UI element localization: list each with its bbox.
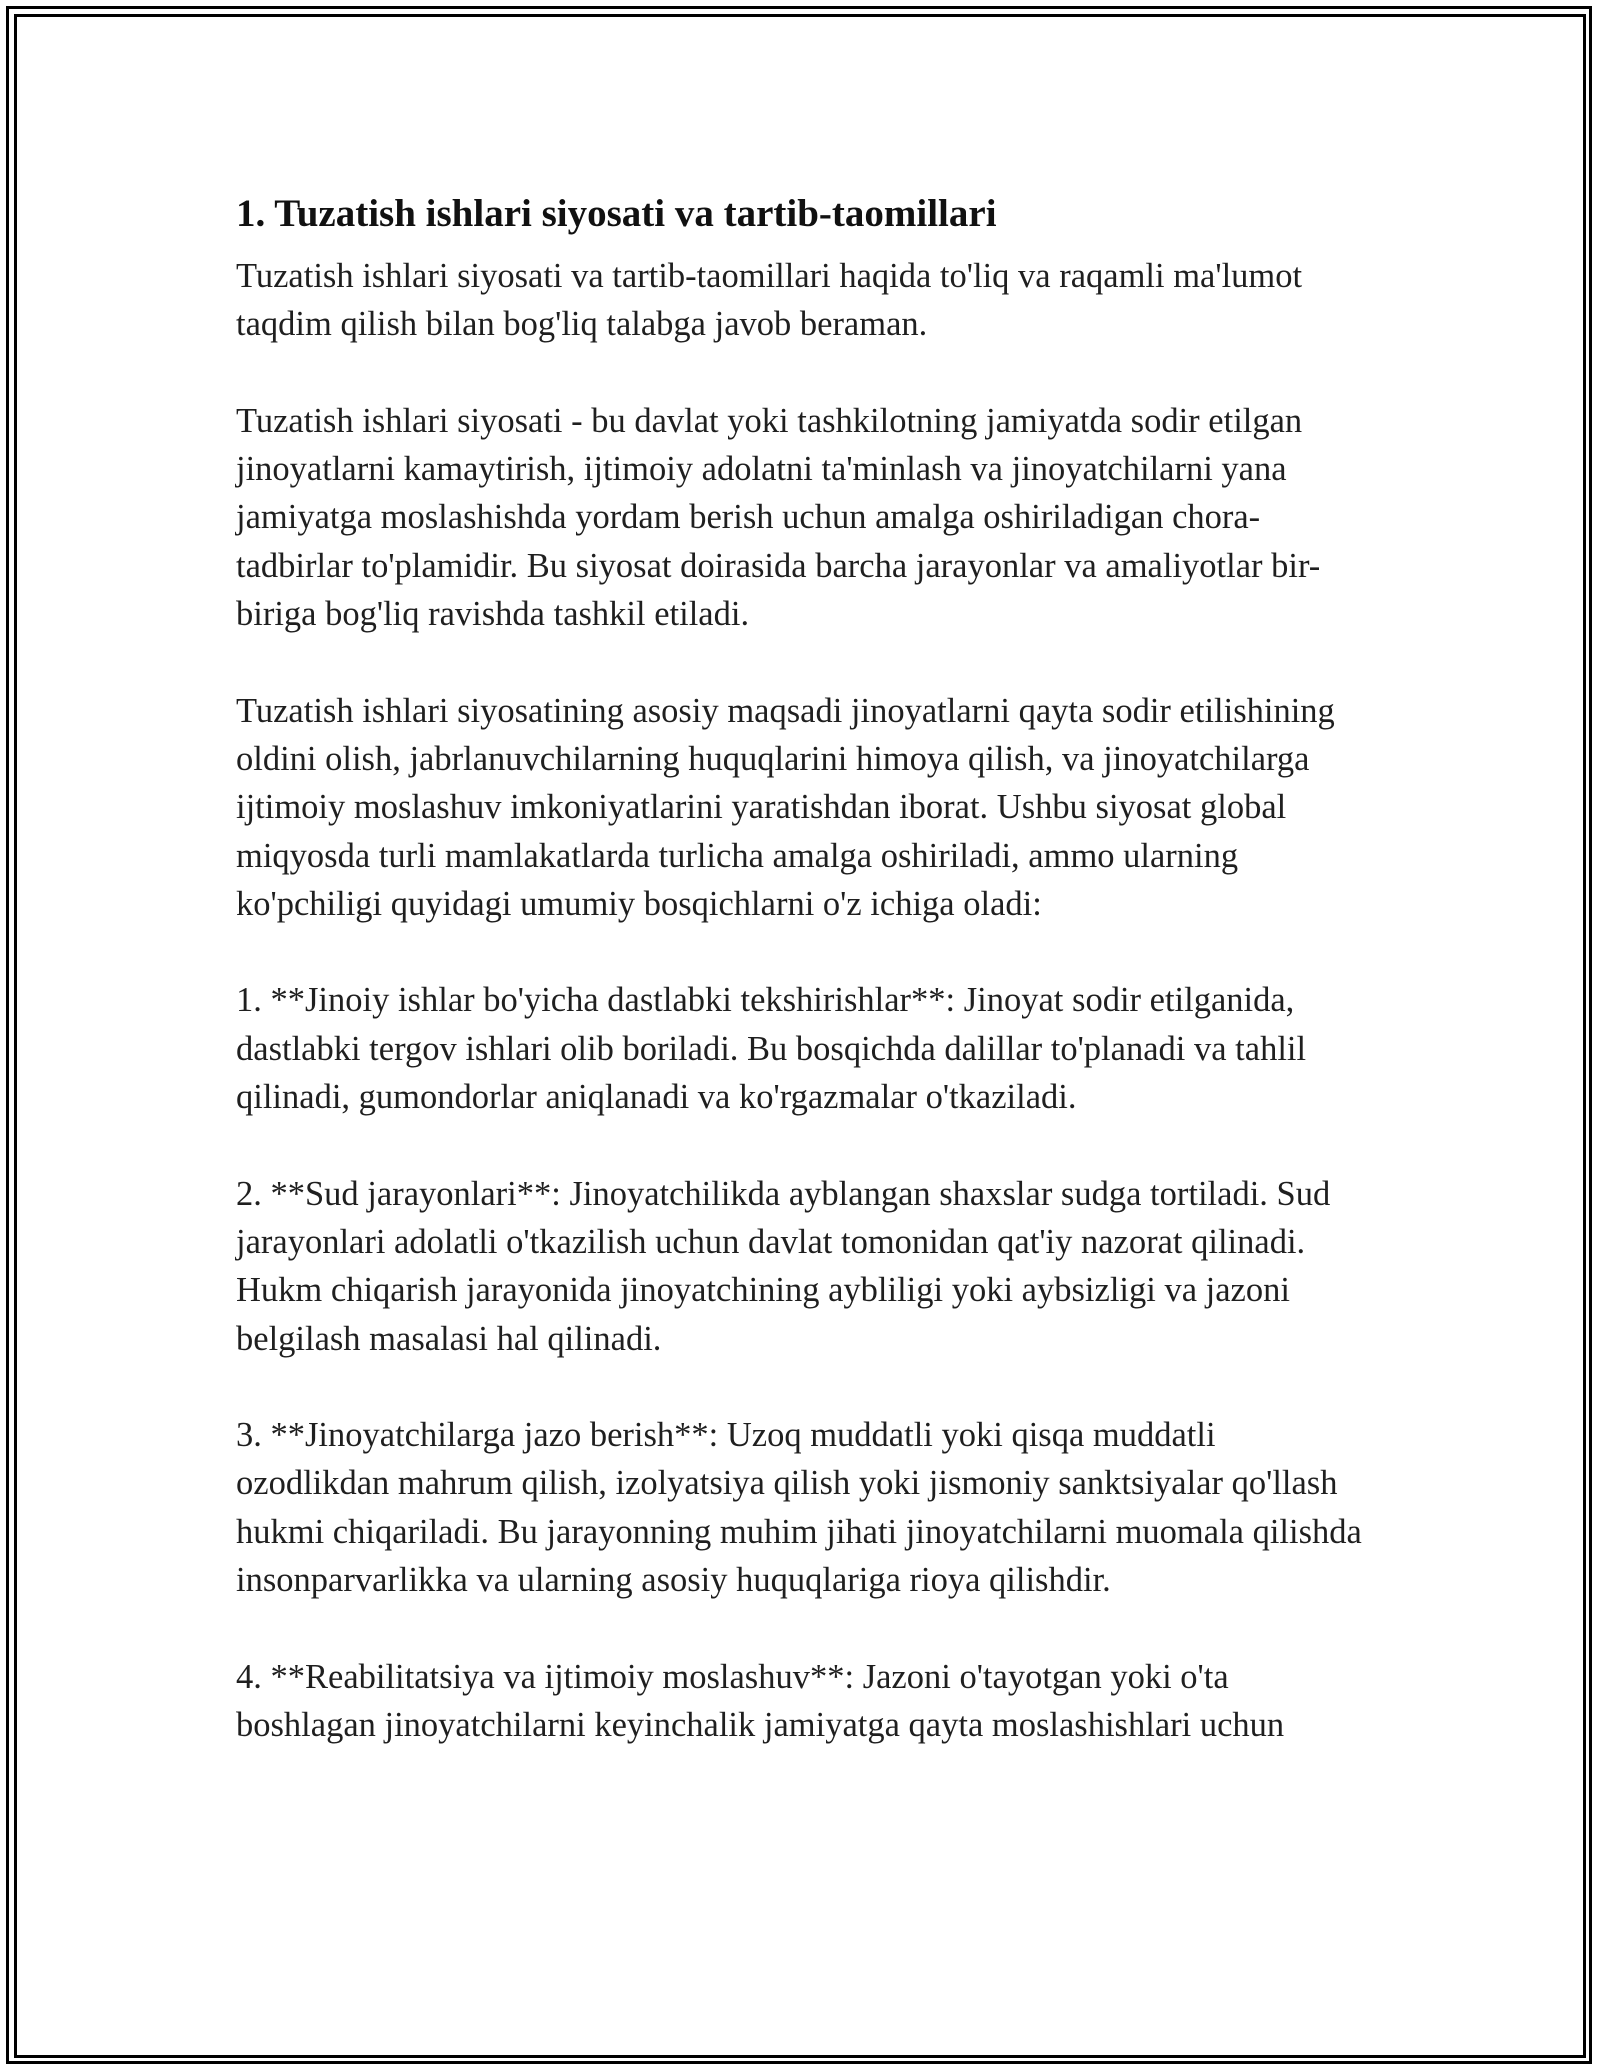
list-item-court: 2. **Sud jarayonlari**: Jinoyatchilikda ayblangan shaxslar sudga tortiladi. Sud jarayonlari adolatli o'tkazilish uchun davlat tomonidan qat'iy nazorat qilinadi. Hukm chiqarish jarayonida jinoyatchining aybliligi yoki aybsizligi va jazoni belgilash masalasi hal qilinadi. bbox=[236, 1174, 1331, 1358]
list-item-rehabilitation: 4. **Reabilitatsiya va ijtimoiy moslashuv**: Jazoni o'tayotgan yoki o'ta boshlagan jinoyatchilarni keyinchalik jamiyatga qayta moslashishlari uchun bbox=[236, 1657, 1285, 1744]
paragraph-definition: Tuzatish ishlari siyosati - bu davlat yoki tashkilotning jamiyatda sodir etilgan jinoyatlarni kamaytirish, ijtimoiy adolatni ta'minlash va jinoyatchilarni yana jamiyatga moslashishda yordam berish uchun amalga oshiriladigan chora-tadbirlar to'plamidir. Bu siyosat doirasida barcha jarayonlar va amaliyotlar bir-biriga bog'liq ravishda tashkil etiladi. bbox=[236, 401, 1321, 634]
list-item-investigation: 1. **Jinoiy ishlar bo'yicha dastlabki tekshirishlar**: Jinoyat sodir etilganida, dastlabki tergov ishlari olib boriladi. Bu bosqichda dalillar to'planadi va tahlil qilinadi, gumondorlar aniqlanadi va ko'rgazmalar o'tkaziladi. bbox=[236, 981, 1307, 1117]
paragraph-intro: Tuzatish ishlari siyosati va tartib-taomillari haqida to'liq va raqamli ma'lumot taqdim qilish bilan bog'liq talabga javob beraman. bbox=[236, 257, 1303, 344]
list-item-punishment: 3. **Jinoyatchilarga jazo berish**: Uzoq muddatli yoki qisqa muddatli ozodlikdan mahrum qilish, izolyatsiya qilish yoki jismoniy sanktsiyalar qo'llash hukmi chiqariladi. Bu jarayonning muhim jihati jinoyatchilarni muomala qilishda insonparvarlikka va ularning asosiy huquqlariga rioya qilishdir. bbox=[236, 1416, 1362, 1600]
paragraph-goals: Tuzatish ishlari siyosatining asosiy maqsadi jinoyatlarni qayta sodir etilishining oldini olish, jabrlanuvchilarning huquqlarini himoya qilish, va jinoyatchilarga ijtimoiy moslashuv imkoniyatlarini yaratishdan iborat. Ushbu siyosat global miqyosda turli mamlakatlarda turlicha amalga oshiriladi, ammo ularning ko'pchiligi quyidagi umumiy bosqichlarni o'z ichiga oladi: bbox=[236, 691, 1335, 923]
section-heading: 1. Tuzatish ishlari siyosati va tartib-taomillari bbox=[236, 192, 997, 235]
document-body bbox=[236, 184, 1376, 1749]
